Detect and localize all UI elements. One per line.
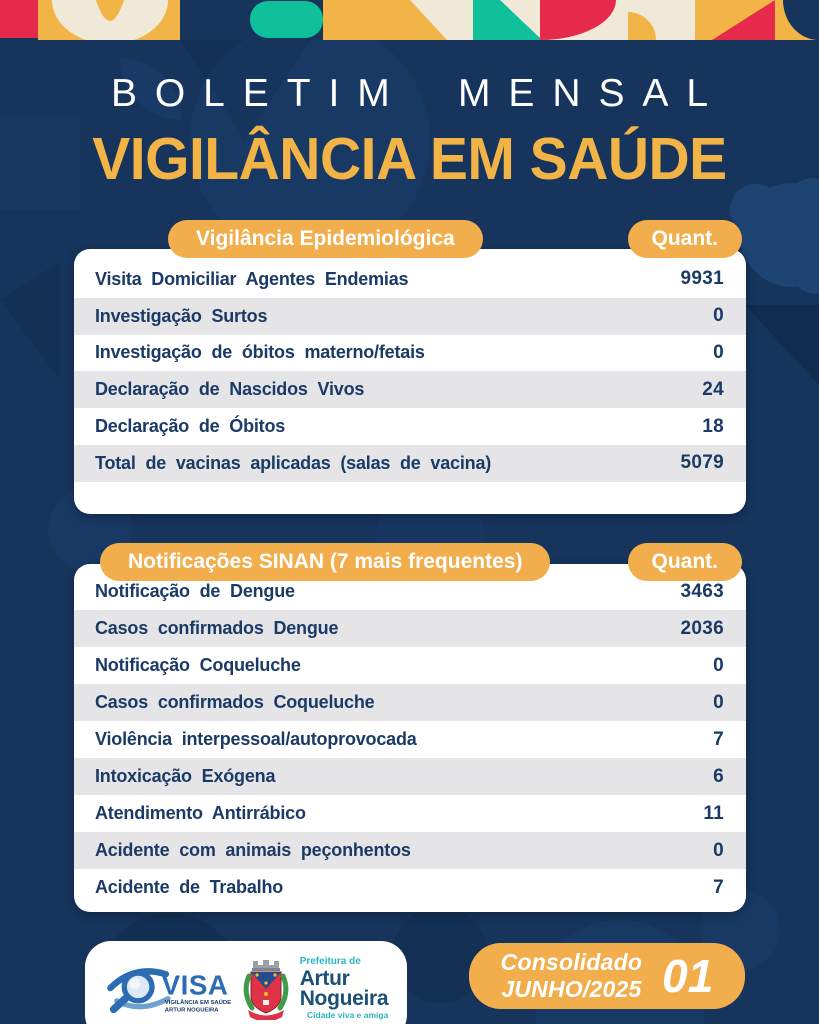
row-label: Visita Domiciliar Agentes Endemias [95, 268, 409, 289]
consolidated-label: Consolidado [500, 948, 643, 975]
visa-logo [104, 960, 232, 1016]
city-name-line1: Artur [299, 966, 350, 990]
table-rows [74, 261, 746, 482]
row-value: 0 [713, 691, 724, 713]
consolidated-badge [469, 943, 745, 1009]
page-header [0, 72, 819, 192]
row-value: 24 [702, 378, 724, 400]
table-row [74, 371, 746, 408]
section-title-pill: Notificações SINAN (7 mais frequentes) [100, 543, 550, 581]
quant-header-pill: Quant. [628, 220, 743, 258]
table-row [74, 869, 746, 906]
footer [74, 941, 745, 1024]
row-value: 2036 [680, 617, 724, 639]
decorative-top-band [0, 0, 819, 40]
table-row [74, 684, 746, 721]
table-row [74, 298, 746, 335]
bulletin-subtitle: VIGILÂNCIA EM SAÚDE [92, 125, 727, 193]
city-tagline: Cidade viva e amiga [307, 1009, 389, 1020]
row-label: Acidente com animais peçonhentos [95, 840, 411, 860]
row-label: Acidente de Trabalho [95, 877, 284, 897]
row-value: 5079 [680, 452, 724, 474]
sinan-table-section [74, 543, 746, 912]
table-card [74, 564, 746, 912]
report-number: 01 [662, 950, 714, 1002]
quant-header-pill: Quant. [628, 543, 743, 581]
logos-card [85, 941, 407, 1024]
row-label: Declaração de Nascidos Vivos [95, 379, 365, 400]
city-name-line2: Nogueira [299, 986, 389, 1010]
city-name-block [300, 957, 389, 1019]
row-value: 9931 [680, 268, 724, 290]
row-value: 11 [703, 802, 724, 824]
prefeitura-label: Prefeitura de [299, 955, 361, 967]
row-label: Casos confirmados Dengue [95, 618, 339, 638]
consolidated-month: JUNHO/2025 [501, 976, 642, 1002]
row-value: 6 [713, 765, 724, 787]
epidemiology-table-section [74, 220, 746, 514]
row-value: 0 [713, 654, 724, 676]
table-row [74, 610, 746, 647]
table-rows [74, 573, 746, 906]
table-row [74, 408, 746, 445]
table-card [74, 249, 746, 514]
table-row [74, 647, 746, 684]
row-value: 7 [713, 728, 724, 750]
bulletin-title: BOLETIM MENSAL [110, 72, 726, 115]
row-value: 3463 [680, 580, 724, 602]
table-row [74, 795, 746, 832]
row-value: 0 [713, 305, 724, 327]
row-label: Investigação de óbitos materno/fetais [95, 342, 425, 363]
table-row [74, 261, 746, 298]
row-label: Declaração de Óbitos [95, 416, 286, 437]
row-label: Total de vacinas aplicadas (salas de vacina) [95, 452, 492, 473]
visa-wordmark: VISA [161, 969, 229, 1001]
table-row [74, 335, 746, 372]
row-label: Atendimento Antirrábico [95, 803, 306, 823]
row-label: Investigação Surtos [95, 305, 268, 326]
row-value: 0 [713, 839, 724, 861]
table-row [74, 445, 746, 482]
visa-subline1: VIGILÂNCIA EM SAÚDE [164, 1000, 231, 1006]
row-value: 0 [713, 341, 724, 363]
epidemiology-header-row [74, 220, 746, 258]
table-row [74, 721, 746, 758]
table-row [74, 758, 746, 795]
row-value: 18 [702, 415, 724, 437]
visa-subline2: ARTUR NOGUEIRA [164, 1007, 219, 1014]
city-coat-of-arms-icon [242, 956, 290, 1020]
section-title-pill: Vigilância Epidemiológica [168, 220, 483, 258]
row-label: Notificação de Dengue [95, 581, 295, 601]
consolidated-period [501, 949, 642, 1003]
row-label: Intoxicação Exógena [95, 766, 276, 786]
sinan-header-row [74, 543, 746, 581]
row-value: 7 [713, 876, 724, 898]
row-label: Violência interpessoal/autoprovocada [95, 729, 417, 749]
table-row [74, 832, 746, 869]
row-label: Casos confirmados Coqueluche [95, 692, 375, 712]
row-label: Notificação Coqueluche [95, 655, 301, 675]
